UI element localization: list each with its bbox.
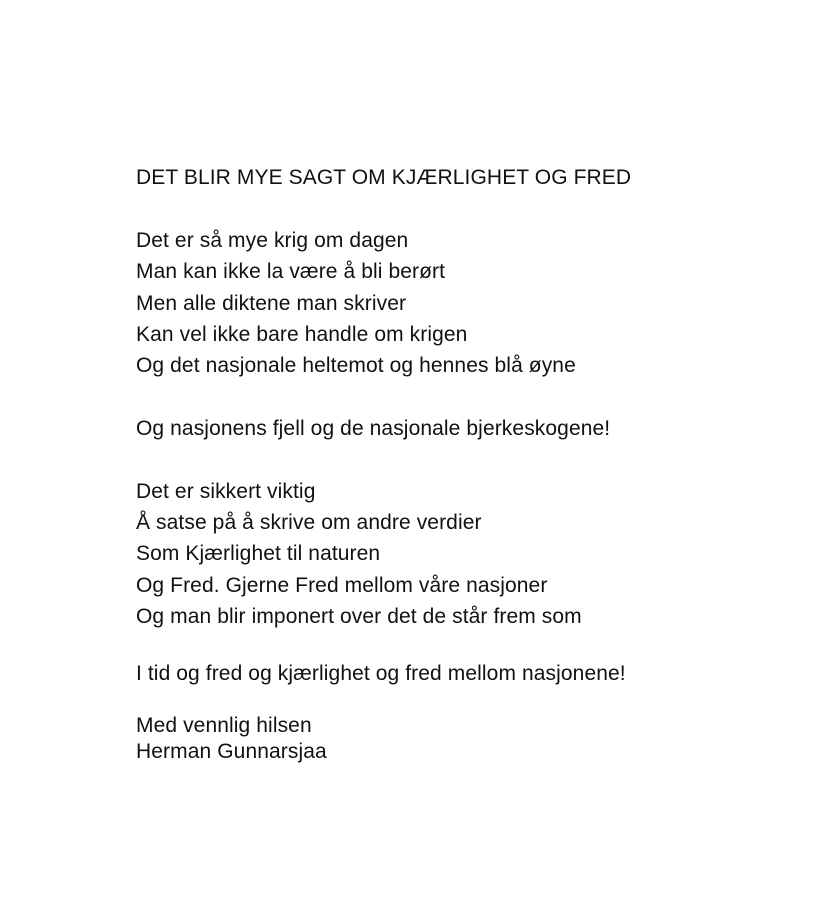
poem-line: Og man blir imponert over det de står frem som <box>136 605 582 628</box>
poem-line: Og Fred. Gjerne Fred mellom våre nasjoner <box>136 574 548 597</box>
poem-line: I tid og fred og kjærlighet og fred mellom nasjonene! <box>136 662 626 685</box>
poem-line: Det er så mye krig om dagen <box>136 229 409 252</box>
poem-line: Og nasjonens fjell og de nasjonale bjerkeskogene! <box>136 417 611 440</box>
closing-text: Med vennlig hilsen <box>136 714 312 737</box>
poem-line: Man kan ikke la være å bli berørt <box>136 260 446 283</box>
poem-line: Og det nasjonale heltemot og hennes blå øyne <box>136 354 576 377</box>
poem-title: DET BLIR MYE SAGT OM KJÆRLIGHET OG FRED <box>136 166 632 189</box>
poem-line: Kan vel ikke bare handle om krigen <box>136 323 468 346</box>
poem-line: Som Kjærlighet til naturen <box>136 542 381 565</box>
poem-line: Men alle diktene man skriver <box>136 292 407 315</box>
poem-line: Å satse på å skrive om andre verdier <box>136 511 482 534</box>
poem-line: Det er sikkert viktig <box>136 480 316 503</box>
signature-name: Herman Gunnarsjaa <box>136 740 327 763</box>
